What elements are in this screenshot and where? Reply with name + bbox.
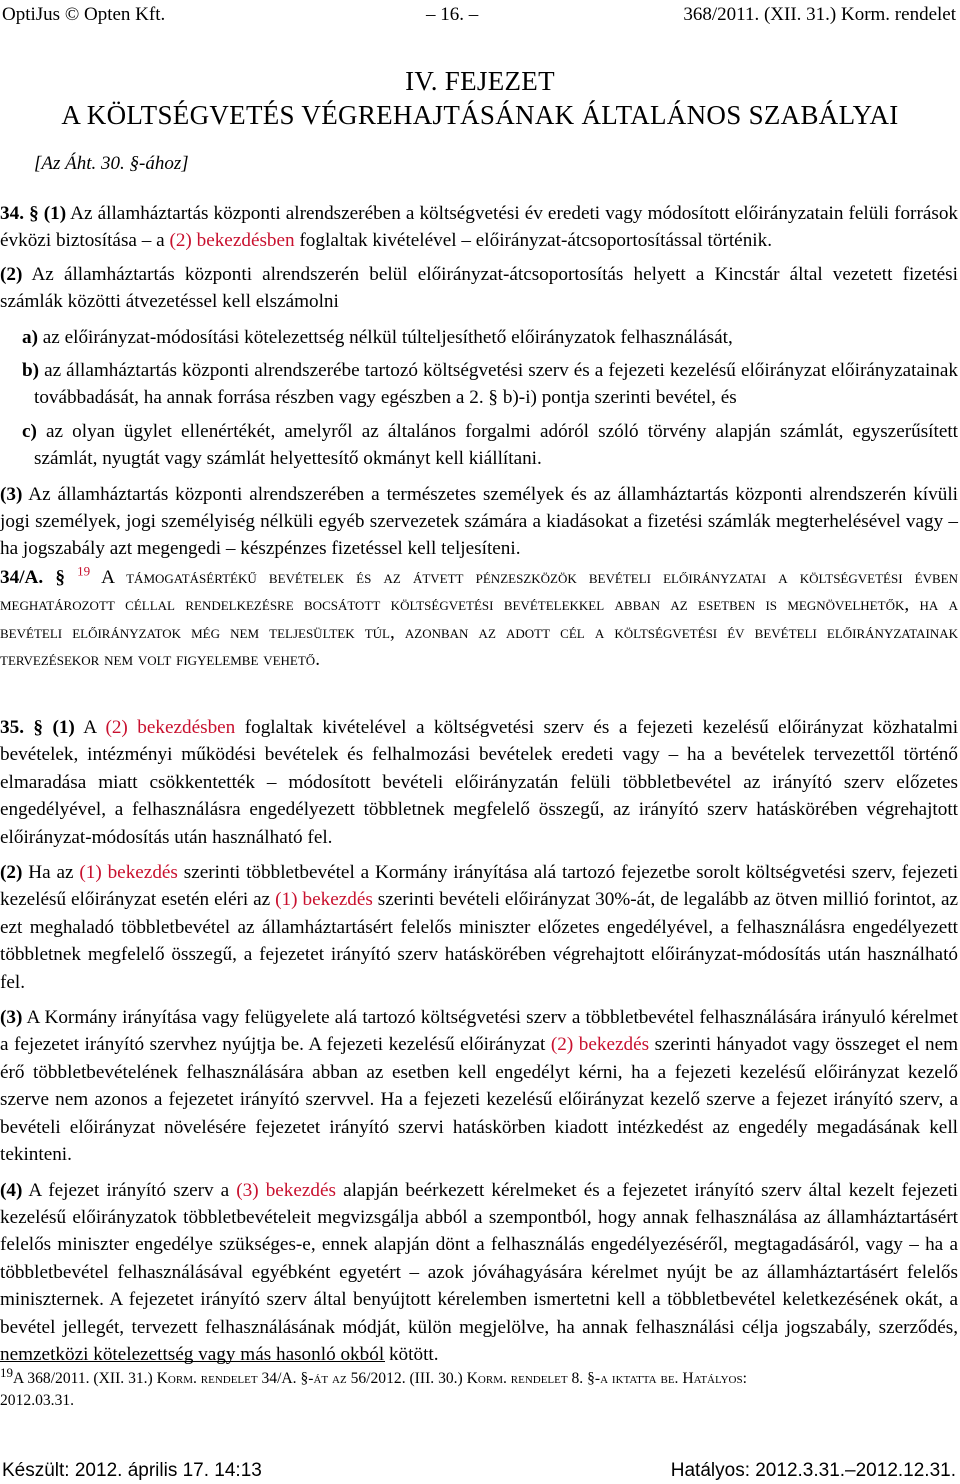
paragraph-number: (4) (0, 1179, 23, 1201)
paragraph-number: (2) (0, 862, 23, 884)
s35-paragraph-3 (0, 1004, 958, 1168)
s35-paragraph-1 (0, 714, 958, 851)
paragraph-text: A fejezet irányító szerv a (28, 1179, 230, 1201)
page-number: – 16. – (426, 4, 479, 25)
list-item (0, 324, 958, 351)
section-sign: § (29, 203, 39, 224)
chapter-number: IV. FEJEZET (405, 66, 555, 96)
paragraph-text: szerinti bevételi előirányzat 30%-át, de legalább az ötven millió forintot, az ezt meghaladó többletbevétel az államháztartásért felelős miniszter előzetes engedélyével, a felhasználásra engedélyezett többletnek megfelelő összegű, a fejezetet irányító szerv hatáskörében végrehajtott előirányzat-módosítás után használható fel. (0, 889, 959, 993)
paragraph-number: (3) (0, 483, 23, 505)
list-item (0, 357, 958, 412)
section-text: A támogatásértékű bevételek és az átvett pénzeszközök bevételi előirányzatai a költségvetési évben meghatározott céllal rendelkezésre bocsátott költségvetési bevételekkel abban az esetben is megnövelhetők, ha a bevételi előirányzatok még nem teljesültek túl, azonban az adott cél a költségvetési év bevételi előirányzatainak tervezésekor nem volt figyelembe vehető. (0, 567, 959, 671)
paragraph-text: A (83, 717, 97, 738)
item-label: c) (22, 420, 37, 442)
document-reference: 368/2011. (XII. 31.) Korm. rendelet (683, 4, 956, 25)
item-text: az államháztartás központi alrendszerébe tartozó költségvetési szerv és a fejezeti kezelésű előirányzat előirányzatainak továbbadását, ha annak forrása részben vagy egészben a 2. § b)-i) pontja szerinti bevétel, és (34, 360, 958, 409)
paragraph-text: Az államháztartás központi alrendszerén belül előirányzat-átcsoportosítás helyett a Kincstár által vezetett fizetési számlák közötti átvezetéssel kell elszámolni (0, 263, 958, 313)
cross-reference-link[interactable]: (1) bekezdés (275, 889, 373, 911)
footnote-mark[interactable]: 19 (77, 563, 91, 579)
section-number: 34/A. (0, 567, 44, 588)
cross-reference-link[interactable]: (2) bekezdés (550, 1034, 650, 1056)
footnote-date: 2012.03.31. (0, 1392, 75, 1409)
cross-reference-link[interactable]: (3) bekezdés (236, 1179, 337, 1201)
section-34 (0, 200, 958, 563)
paragraph-number: (1) (52, 717, 75, 738)
paragraph-text: A Kormány irányítása vagy felügyelete alá tartozó költségvetési szerv a többletbevétel felhasználására irányuló kérelmet a fejezetet irányító szervhez nyújtja be. A fejezeti kezelésű előirányzat (0, 1007, 958, 1056)
paragraph-text: foglaltak kivételével a költségvetési szerv és a fejezeti kezelésű előirányzat közhatalmi bevételek, intézményi működési bevételek és felhalmozási bevételek eredeti vagy – ha a bevételek tervezettől történő elmaradása miatt csökkentették – módosított bevételi előirányzatán felüli többletbevétel az irányító szerv előzetes engedélyével, a felhasználásra engedélyezett többletnek megfelelő összegű, az irányító szerv hatáskörében végrehajtott előirányzat-módosítás után használható fel. (0, 717, 959, 848)
paragraph-text: foglaltak kivételével – előirányzat-átcsoportosítással történik. (299, 230, 773, 252)
s35-paragraph-2 (0, 859, 958, 996)
footnote-text: A 368/2011. (XII. 31.) Korm. rendelet 34/A. §-át az 56/2012. (III. 30.) Korm. rendelet 8. §-a iktatta be. Hatályos: (13, 1370, 747, 1387)
s34-paragraph-2 (0, 261, 958, 316)
cross-reference-link[interactable]: (2) bekezdésben (105, 717, 236, 738)
validity-period: Hatályos: 2012.3.31.–2012.12.31. (670, 1460, 956, 1481)
section-35 (0, 714, 958, 1368)
s35-paragraph-4 (0, 1177, 958, 1369)
chapter-title: A KÖLTSÉGVETÉS VÉGREHAJTÁSÁNAK ÁLTALÁNOS SZABÁLYAI (61, 100, 899, 130)
page-header (2, 4, 956, 28)
paragraph-number: (3) (0, 1007, 23, 1029)
item-label: b) (22, 360, 40, 382)
section-number: 35. (0, 717, 24, 738)
s34-paragraph-3 (0, 481, 958, 563)
publisher: OptiJus © Opten Kft. (2, 4, 166, 25)
paragraph-text: alapján beérkezett kérelmeket és a fejezetet irányító szerv által kezelt fejezeti kezelésű előirányzatok többletbevételeit megvizsgálja abból a szempontból, hogy annak felhasználása az államháztartásért felelős miniszter engedélye szükséges-e, ennek alapján dönt a felhasználás engedélyezéséről, megtagadásáról, vagy – ha a többletbevétel felhasználásával egyébként egyetért – azok jóváhagyására kérelmet nyújt be az államháztartásért felelős miniszternek. A fejezetet irányító szerv által benyújtott kérelemben ismertetni kell a többletbevétel keletkezésének okát, a bevétel jellegét, tervezett felhasználásának módját, külön megjelölve, ha annak felhasználási célja jogszabály, szerződés, nemzetközi kötelezettség vagy más hasonló okból kötött. (0, 1179, 959, 1365)
paragraph-text: Ha az (28, 862, 74, 884)
paragraph-text: Az államháztartás központi alrendszerében a költségvetési év eredeti vagy módosított előirányzatain felüli források évközi biztosítása – a (0, 203, 959, 252)
item-label: a) (22, 326, 38, 348)
section-34a (0, 564, 958, 674)
paragraph-text: szerinti többletbevétel a Kormány irányítása alá tartozó fejezetbe sorolt költségvetési szerv, fejezeti kezelésű előirányzat esetén eléri az (0, 862, 959, 911)
paragraph-text: Az államháztartás központi alrendszerében a természetes személyek és az államháztartás központi alrendszerén kívüli jogi személyek, jogi személyiség nélküli egyéb szervezetek számára a kiadásokat a fizetési számlák megterhelésével vagy – ha jogszabály azt megengedi – készpénzes fizetéssel kell teljesíteni. (0, 483, 958, 560)
cross-reference-link[interactable]: (2) bekezdésben (169, 230, 295, 252)
section-sign: § (33, 717, 44, 738)
item-text: az előirányzat-módosítási kötelezettség nélkül túlteljesíthető előirányzatok felhasználását, (42, 326, 733, 348)
chapter-reference: [Az Áht. 30. §-ához] (34, 153, 189, 174)
s34-paragraph-1 (0, 200, 958, 255)
footnote-number: 19 (0, 1364, 13, 1380)
created-timestamp: Készült: 2012. április 17. 14:13 (2, 1460, 262, 1481)
list-item (0, 418, 958, 473)
section-number: 34. (0, 203, 24, 224)
cross-reference-link[interactable]: (1) bekezdés (79, 862, 178, 884)
footnote-separator (0, 1361, 385, 1362)
paragraph-text: szerinti hányadot vagy összeget el nem érő többletbevételének felhasználására abban az esetben kell engedélyt kérni, ha a fejezeti kezelésű előirányzat kezelő szerve nem azonos a fejezetet irányító szervvel. Ha a fejezeti kezelésű előirányzat kezelő szerve a fejezet irányító szerv, a bevételi előirányzat növelésére fejezetet irányító szervi hatáskörben kiadott intézkedést az engedély megadásának kell tekinteni. (0, 1034, 959, 1166)
paragraph-number: (2) (0, 263, 23, 285)
section-sign: § (55, 567, 65, 588)
item-text: az olyan ügylet ellenértékét, amelyről az általános forgalmi adóról szóló törvény alapján számlát, egyszerűsített számlát, nyugtát vagy számlát helyettesítő okmányt kell kiállítani. (34, 420, 958, 470)
footnote (0, 1364, 958, 1412)
paragraph-number: (1) (43, 203, 67, 224)
